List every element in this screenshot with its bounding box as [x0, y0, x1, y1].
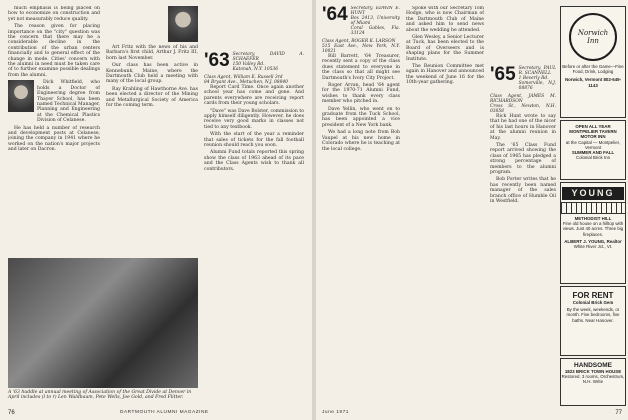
paragraph: Glen Wesley, a Senior Lecturer at Tuck, has been elected to the Board of Overseers and is shaping plans for the Summer Institute. [406, 35, 484, 62]
paragraph: Dave Yellin, who went on to graduate from the Tuck School, has been appointed a vice president of a New York bank. [322, 106, 400, 128]
footer-title: DARTMOUTH ALUMNI MAGAZINE [120, 410, 209, 415]
paragraph: Rick Hunt wrote to say that he had one of the nicer of his last hours in Hanover at the alumni reunion in May. [490, 114, 556, 141]
ad-line: SUMMER AND FALL [571, 150, 615, 156]
secretary-address: 150 Valley Rd. [232, 62, 265, 67]
right-col-2 [406, 6, 484, 406]
portrait-photo [8, 80, 34, 112]
left-col-3 [204, 6, 304, 406]
secretary-address: Box 2413, University of Miami [350, 16, 400, 26]
ad-agent-location: White River Jct., Vt. [573, 244, 613, 250]
paragraph: Art Fritz with the news of his and Barbara's first child, Arthur J. Fritz III, born last November. [106, 45, 198, 61]
class-heading-64 [322, 6, 400, 36]
ad-description: Fine old house on a hilltop with views. Just 40 acres. Three big fireplaces. [562, 221, 624, 237]
portrait-photo [168, 6, 198, 42]
paragraph: "Dave" was Dave Bolster, commission to apply himself diligently. However, he does receive very good marks in classes not tied to any textbook. [204, 108, 304, 130]
right-page [316, 0, 628, 420]
ad-for-rent [560, 286, 626, 356]
young-logo: YOUNG [562, 187, 624, 200]
paragraph: Ray Krahling of Hawthorne Ave. has been elected a director of the Mining and Metallurgical Society of America for the coming term. [106, 86, 198, 109]
paragraph: Alumni Fund totals reported this spring show the class of 1963 ahead of its pace and the Class Agents wish to thank all contributors. [204, 150, 304, 172]
secretary-address: Somerville, N.J. 08876 [518, 81, 556, 91]
class-agent-line: Class Agent, JAMES M. RICHARDSON [490, 94, 556, 104]
paragraph: With the start of the year a reminder that sales of tickets for the fall football reunion should reach you soon. [204, 132, 304, 149]
ad-tagline: Before or after the Game—Fine Food, Drink, Lodging [562, 64, 624, 75]
paragraph: Spoke with our Secretary Tom Hodge, who is now Chairman of the Dartmouth Club of Maine and asked him to send news about the wedding he attended. [406, 6, 484, 33]
left-col-1 [8, 6, 100, 254]
ad-body: Restored. 3 rooms, Orchestrum, N.H. Write [561, 374, 625, 385]
ad-subtitle: Colonial Brick Gem [572, 300, 614, 305]
ad-handsome [560, 358, 626, 406]
class-agent [204, 75, 304, 85]
footer-date: June 1971 [322, 410, 349, 415]
class-number: '63 [204, 50, 230, 71]
class-agent [490, 94, 556, 114]
paragraph: The Reunion Committee met again in Hanover and announced the weekend of June 16 for the 10th-year gathering. [406, 64, 484, 86]
ad-line: Colonial Brick Inn [575, 155, 611, 161]
paragraph: The reason given for placing importance on the "city" question was the concern that there may be a considerable decline in the contribution of the urban centers financially and to general effect of the change in mode. Cities' concern with the alumni in need must be taken care of to further examine possible dealings from the alumni. [8, 24, 100, 78]
class-agent-line: Class Agent, ROGER K. LARSON [322, 39, 396, 44]
class-number: '65 [490, 64, 516, 85]
left-col-2 [106, 6, 198, 254]
paragraph: Roger Arvan, head '64 agent for the 1970-71 Alumni Fund, wishes to thank every class member who pitched in. [322, 83, 400, 105]
ad-line: at the Capital — Montpelier, Vermont [565, 139, 621, 150]
class-agent [322, 39, 400, 54]
paragraph: Bob Porter writes that he has recently been named manager of the sales branch office of Humble Oil in Westfield. [490, 177, 556, 205]
group-photo [8, 258, 198, 388]
page-number: 76 [8, 410, 15, 416]
paragraph: Our class has been active in Kennebunk, Maine, where the Dartmouth Club held a meeting with many of the local group. [106, 63, 198, 85]
class-heading-63 [204, 52, 304, 72]
secretary-name: Secretary, PAUL R. SCANNELL [518, 66, 556, 76]
paragraph: Dick Whitfield, who holds a Doctor of Engineering degree from Thayer School, has been named Technical Manager, Planning and Engineering at the Chemical Plastics Division of Celanese. [37, 80, 100, 124]
class-heading-65 [490, 66, 556, 91]
class-number: '64 [322, 6, 348, 25]
page-number: 77 [615, 410, 622, 416]
ad-young-realtor [560, 182, 626, 284]
left-page [0, 0, 312, 420]
ad-name: Norwich [577, 29, 609, 37]
right-col-3 [490, 6, 556, 406]
ad-body: By the week, weekends, or month. Five bedrooms, five baths. Near Hanover. [566, 307, 620, 323]
secretary-address: Coral Gables, Fla. 33124 [350, 26, 400, 36]
class-agent-line: 84 Bryant Ave., Metuchen, N.J. 08840 [204, 80, 288, 85]
class-agent-line: 515 East Ave., New York, N.Y. 10021 [322, 44, 400, 54]
ad-title: HANDSOME [574, 362, 612, 369]
paragraph: We had a long note from Bob Vaupel at his new home in Colorado where he is teaching at the local college. [322, 130, 400, 152]
ad-line: MONTPELIER TAVERN MOTOR INN [569, 129, 617, 140]
fence-illustration [561, 202, 626, 214]
ad-agent: ALBERT J. YOUNG, Realtor [564, 238, 622, 244]
ad-norwich-inn [560, 6, 626, 118]
ad-title: FOR RENT [572, 291, 614, 300]
class-agent-line: Cross St., Newton, N.H. 03858 [490, 104, 556, 114]
class-agent-line: Class Agent, William E. Russell 3rd [204, 75, 283, 80]
ad-name: METHODIST HILL [574, 216, 612, 221]
secretary-address: 1 Beverly Rd. [518, 76, 549, 81]
norwich-inn-logo [569, 13, 617, 61]
secretary-address: Katonah, N.Y. 10536 [232, 67, 279, 72]
secretary-name: Secretary, DAVID A. SCHAEFER [232, 52, 304, 62]
paragraph: Bill Barrett, '64 Treasurer, recently sent a copy of the class dues statement to everyone in the class so that all might see Dartmouth's Ivory City Project. [322, 54, 400, 81]
photo-caption: A '63 huddle at annual meeting of Association of the Great Divide at Denver in April includes (l to r) Len Waldbaum, Pete Wells, Joe Gold, and Fred Flitter. [8, 390, 192, 401]
ad-subtitle: 1823 BRICK TOWN HOUSE [564, 369, 622, 374]
paragraph: He has held a number of research and development posts at Celanese, joining the company in 1941 where he worked on the nation's major projects and later on Dacron. [8, 125, 100, 153]
paragraph: The '65 Class Fund report arrived showing the class of 1965 has pledged a strong percentage of members to the alumni program. [490, 143, 556, 176]
paragraph: much emphasis is being placed on how to economize on construction and yet not measurably reduce quality. [8, 6, 100, 22]
paragraph: Report Card Time. Once again another school year has come and gone. And parents everywhere are receiving report cards from their young scholars. [204, 85, 304, 107]
ad-heading: OPEN ALL YEAR [575, 124, 611, 129]
secretary-name: Secretary, EDWIN E. HUNT [350, 6, 400, 16]
right-col-1 [322, 6, 400, 406]
ad-name: Inn [587, 37, 599, 45]
ad-motor-inn [560, 120, 626, 180]
ad-address: Norwich, Vermont 802-649-1143 [564, 77, 622, 88]
